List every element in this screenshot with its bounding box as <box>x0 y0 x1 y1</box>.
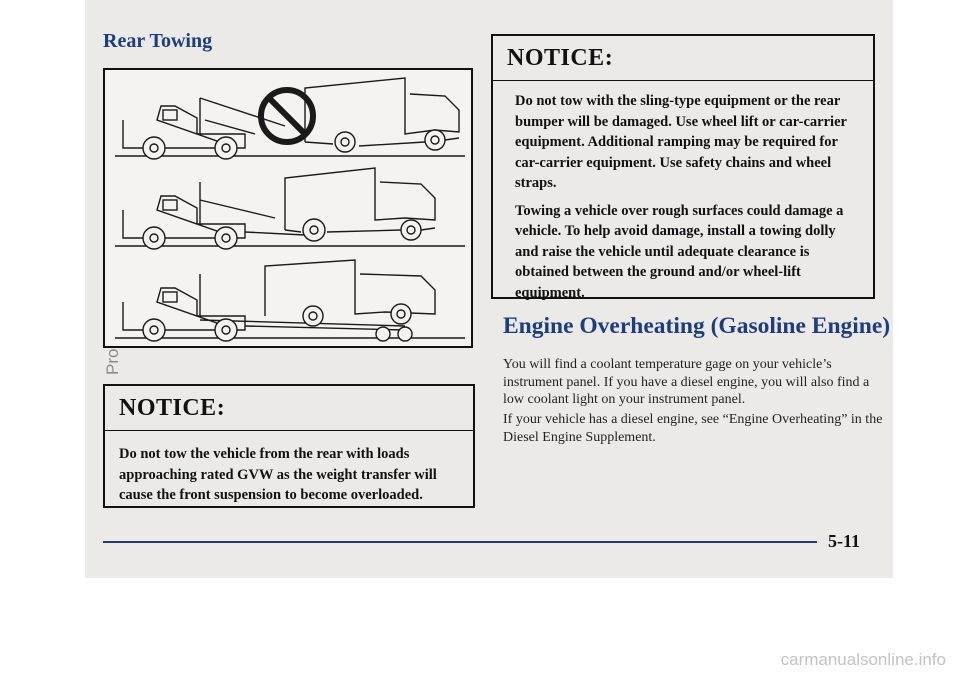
tow-scene-wheel-lift <box>115 168 465 249</box>
page-number: 5-11 <box>828 531 861 551</box>
engine-overheating-heading: Engine Overheating (Gasoline Engine) <box>503 313 891 339</box>
notice-box-rear-towing <box>103 384 475 508</box>
tow-scene-car-carrier <box>115 260 465 341</box>
body-paragraph: You will find a coolant temperature gage on your vehicle’s instrument panel. If you have a diesel engine, you will also find a low coolant light on your instrument panel. <box>503 357 870 407</box>
notice-box-towing-equipment <box>491 34 875 299</box>
notice-text: Do not tow the vehicle from the rear with loads approaching rated GVW as the weight transfer will cause the front suspension to become overloaded. <box>119 446 437 503</box>
notice-paragraph: Do not tow with the sling-type equipment or the rear bumper will be damaged. Use wheel lift or car-carrier equipment. Additional ramping may be required for car-carrier equipment. Use safety chains and wheel straps. <box>515 93 847 191</box>
notice-paragraph: Towing a vehicle over rough surfaces could damage a vehicle. To help avoid damage, install a towing dolly and raise the vehicle until adequate clearance is obtained between the ground and/or wheel-lift equipment. <box>515 202 844 301</box>
site-watermark: carmanualsonline.info <box>780 650 946 669</box>
section-title: Rear Towing <box>103 30 213 52</box>
body-paragraph: If your vehicle has a diesel engine, see “Engine Overheating” in the Diesel Engine Supplement. <box>503 412 883 445</box>
notice-heading: NOTICE: <box>493 36 873 81</box>
notice-heading: NOTICE: <box>105 386 473 431</box>
footer-rule <box>103 541 817 543</box>
towing-illustration <box>103 68 473 348</box>
